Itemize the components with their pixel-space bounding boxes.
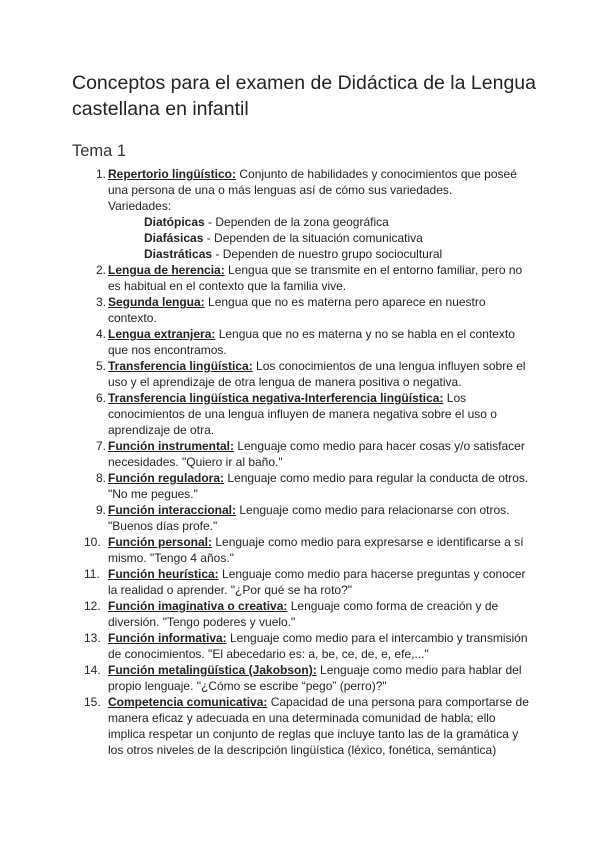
varieties-label: Variedades:: [108, 199, 172, 213]
variety-desc: - Dependen de nuestro grupo sociocultural: [212, 247, 443, 261]
item-term: Función metalingüística (Jakobson):: [108, 663, 317, 677]
list-item: [84, 694, 534, 758]
list-item: [84, 598, 534, 630]
item-description: Lengua que no es materna pero aparece en nuestro contexto.: [108, 295, 486, 325]
variety-name: Diastráticas: [144, 247, 213, 261]
variety-desc: - Dependen de la zona geográfica: [204, 215, 389, 229]
variety-line: [108, 246, 534, 262]
item-description: Lengua que no es materna y no se habla en el contexto que nos encontramos.: [108, 327, 515, 357]
list-item: [84, 566, 534, 598]
section-heading: Tema 1: [72, 142, 127, 160]
list-item: [84, 662, 534, 694]
variety-desc: - Dependen de la situación comunicativa: [203, 231, 423, 245]
item-term: Función instrumental:: [108, 439, 234, 453]
item-term: Transferencia lingüística negativa-Interferencia lingüística:: [108, 391, 444, 405]
item-term: Función imaginativa o creativa:: [108, 599, 288, 613]
item-term: Repertorio lingüístico:: [108, 167, 237, 181]
list-item: [84, 470, 534, 502]
concept-list: [84, 166, 534, 758]
list-item: [84, 502, 534, 534]
item-description: Los conocimientos de una lengua influyen de manera negativa sobre el uso o aprendizaje de otra.: [108, 391, 497, 437]
item-description: Lenguaje como forma de creación y de diversión. "Tengo poderes y vuelo.": [108, 599, 499, 629]
item-term: Segunda lengua:: [108, 295, 205, 309]
item-description: Lenguaje como medio para hablar del propio lenguaje. "¿Cómo se escribe “pego” (perro)?": [108, 663, 522, 693]
item-number: 5.: [95, 359, 106, 373]
item-number: 3.: [95, 295, 106, 309]
item-term: Lengua extranjera:: [108, 327, 216, 341]
document-title: Conceptos para el examen de Didáctica de la Lengua castellana en infantil: [72, 72, 536, 120]
variety-name: Diafásicas: [144, 231, 204, 245]
list-item: [84, 166, 534, 262]
item-term: Competencia comunicativa:: [108, 695, 268, 709]
item-number: 6.: [95, 391, 106, 405]
item-term: Transferencia lingüística:: [108, 359, 253, 373]
item-description: Lenguaje como medio para el intercambio y transmisión de conocimientos. "El abecedario es: a, be, ce, de, e, efe,...": [108, 631, 528, 661]
item-number: 9.: [95, 503, 106, 517]
item-term: Función heurística:: [108, 567, 219, 581]
variety-line: [108, 214, 534, 230]
item-term: Función reguladora:: [108, 471, 225, 485]
item-description: Lenguaje como medio para regular la conducta de otros. "No me pegues.": [108, 471, 529, 501]
list-item: [84, 294, 534, 326]
item-description: Los conocimientos de una lengua influyen sobre el uso y el aprendizaje de otra lengua de manera positiva o negativa.: [108, 359, 526, 389]
item-number: 2.: [95, 263, 106, 277]
item-term: Función personal:: [108, 535, 213, 549]
item-number: 1.: [95, 167, 106, 181]
item-description: Lengua que se transmite en el entorno familiar, pero no es habitual en el contexto que la familia vive.: [108, 263, 523, 293]
list-item: [84, 390, 534, 438]
item-description: Lenguaje como medio para hacer cosas y/o satisfacer necesidades. "Quiero ir al baño.": [108, 439, 525, 469]
item-number: 14.: [84, 663, 101, 677]
item-number: 7.: [95, 439, 106, 453]
item-number: 13.: [84, 631, 101, 645]
list-item: [84, 358, 534, 390]
item-term: Función interaccional:: [108, 503, 237, 517]
list-item: [84, 534, 534, 566]
item-number: 12.: [84, 599, 101, 613]
variety-line: [108, 230, 534, 246]
list-item: [84, 326, 534, 358]
list-item: [84, 438, 534, 470]
item-description: Lenguaje como medio para relacionarse con otros. "Buenos días profe.": [108, 503, 510, 533]
item-description: Lenguaje como medio para hacerse preguntas y conocer la realidad o aprender. "¿Por qué se ha roto?": [108, 567, 526, 597]
item-number: 15.: [84, 695, 101, 709]
item-number: 11.: [84, 567, 100, 581]
item-description: Lenguaje como medio para expresarse e identificarse a sí mismo. "Tengo 4 años.": [108, 535, 524, 565]
item-description: Conjunto de habilidades y conocimientos que poseé una persona de una o más lenguas así de cómo sus variedades.: [108, 167, 517, 197]
list-item: [84, 630, 534, 662]
variety-name: Diatópicas: [144, 215, 205, 229]
item-number: 8.: [95, 471, 106, 485]
item-term: Lengua de herencia:: [108, 263, 225, 277]
item-description: Capacidad de una persona para comportarse de manera eficaz y adecuada en una determinada comunidad de habla; ello implica respetar un conjunto de reglas que incluye tanto las de la gramática y los otros niveles de la descripción lingüística (léxico, fonética, semántica): [108, 695, 529, 757]
list-item: [84, 262, 534, 294]
item-term: Función informativa:: [108, 631, 227, 645]
item-number: 10.: [84, 535, 101, 549]
item-number: 4.: [95, 327, 106, 341]
